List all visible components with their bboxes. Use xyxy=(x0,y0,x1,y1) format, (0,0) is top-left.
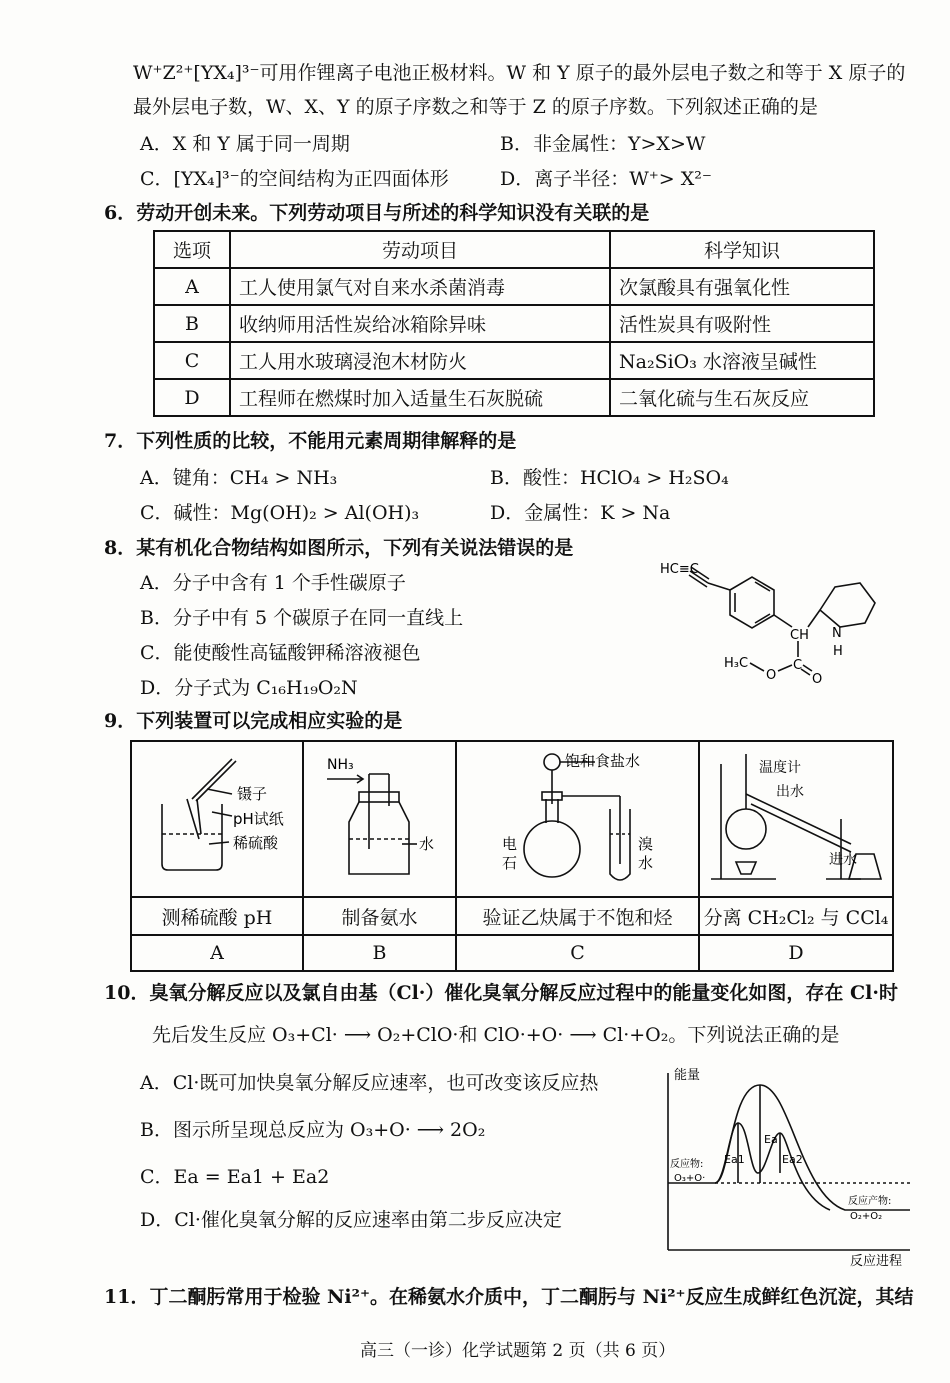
beaker-apparatus xyxy=(137,744,297,889)
option-c: C xyxy=(456,935,699,971)
label-calcium-carbide-2: 石 xyxy=(502,854,518,872)
q9-option-row xyxy=(131,935,893,971)
option-a: A xyxy=(131,935,303,971)
row-labor: 工程师在燃煤时加入适量生石灰脱硫 xyxy=(230,379,610,416)
struct-n: N xyxy=(832,626,842,641)
q5-option-d: D．离子半径：W⁺> X²⁻ xyxy=(500,168,712,190)
q9-table xyxy=(130,740,894,972)
q9-apparatus-row xyxy=(131,741,893,897)
graph-product-label: 反应产物: xyxy=(848,1196,892,1207)
q8-stem: 8．某有机化合物结构如图所示，下列有关说法错误的是 xyxy=(104,537,574,559)
q5-option-c: C．[YX₄]³⁻的空间结构为正四面体形 xyxy=(140,168,449,190)
struct-h: H xyxy=(833,644,843,659)
row-labor: 工人使用氯气对自来水杀菌消毒 xyxy=(230,268,610,305)
struct-o1: O xyxy=(766,668,777,683)
apparatus-b-cell xyxy=(303,741,456,897)
label-nh3: NH₃ xyxy=(327,757,354,773)
caption-d: 分离 CH₂Cl₂ 与 CCl₄ xyxy=(699,897,893,935)
graph-ylabel: 能量 xyxy=(674,1068,701,1083)
table-row xyxy=(154,342,874,379)
table-row xyxy=(154,379,874,416)
row-knowledge: 次氯酸具有强氧化性 xyxy=(610,268,874,305)
q5-option-b: B．非金属性：Y>X>W xyxy=(500,133,706,155)
acetylene-apparatus xyxy=(460,744,695,889)
q10-option-b: B．图示所呈现总反应为 O₃+O· ⟶ 2O₂ xyxy=(140,1119,486,1141)
caption-b: 制备氨水 xyxy=(303,897,456,935)
apparatus-a-cell xyxy=(131,741,303,897)
q10-stem-line2: 先后发生反应 O₃+Cl· ⟶ O₂+ClO·和 ClO·+O· ⟶ Cl·+O₂。下列说法正确的是 xyxy=(152,1024,840,1046)
q7-option-a: A．键角：CH₄ > NH₃ xyxy=(140,467,338,489)
row-option: C xyxy=(154,342,230,379)
label-thermometer: 温度计 xyxy=(759,760,801,776)
q9-stem: 9．下列装置可以完成相应实验的是 xyxy=(104,710,403,732)
label-tweezers: 镊子 xyxy=(237,785,268,803)
header-option: 选项 xyxy=(154,231,230,268)
row-knowledge: Na₂SiO₃ 水溶液呈碱性 xyxy=(610,342,874,379)
q10-option-a: A．Cl·既可加快臭氧分解反应速率，也可改变该反应热 xyxy=(140,1072,599,1094)
q7-stem: 7．下列性质的比较，不能用元素周期律解释的是 xyxy=(104,430,517,452)
table-row xyxy=(154,268,874,305)
header-knowledge: 科学知识 xyxy=(610,231,874,268)
row-option: A xyxy=(154,268,230,305)
q9-caption-row xyxy=(131,897,893,935)
label-bromine-2: 水 xyxy=(638,854,654,872)
q10-stem-line1: 10．臭氧分解反应以及氯自由基（Cl·）催化臭氧分解反应过程中的能量变化如图，存在 Cl·时 xyxy=(104,982,898,1004)
header-labor: 劳动项目 xyxy=(230,231,610,268)
q10-option-c: C．Ea = Ea1 + Ea2 xyxy=(140,1166,330,1188)
struct-c: C xyxy=(793,658,803,673)
label-ph-paper: pH试纸 xyxy=(233,810,284,828)
table-row xyxy=(154,305,874,342)
q8-option-a: A．分子中含有 1 个手性碳原子 xyxy=(140,572,406,594)
struct-ch: CH xyxy=(790,628,809,643)
caption-c: 验证乙炔属于不饱和烃 xyxy=(456,897,699,935)
caption-a: 测稀硫酸 pH xyxy=(131,897,303,935)
graph-ea1: Ea1 xyxy=(724,1153,745,1166)
row-option: B xyxy=(154,305,230,342)
struct-hcc: HC≡C xyxy=(660,562,699,577)
option-b: B xyxy=(303,935,456,971)
q7-option-c: C．碱性：Mg(OH)₂ > Al(OH)₃ xyxy=(140,502,420,524)
gas-bottle-apparatus xyxy=(307,744,452,889)
graph-product-formula: O₂+O₂ xyxy=(850,1211,883,1222)
q5-stem-line2: 最外层电子数，W、X、Y 的原子序数之和等于 Z 的原子序数。下列叙述正确的是 xyxy=(133,96,818,118)
q11-stem-line1: 11．丁二酮肟常用于检验 Ni²⁺。在稀氨水介质中，丁二酮肟与 Ni²⁺反应生成鲜红色沉淀，其结 xyxy=(104,1286,914,1308)
label-brine: 饱和食盐水 xyxy=(565,752,641,770)
label-water: 水 xyxy=(419,835,435,853)
option-d: D xyxy=(699,935,893,971)
label-bromine-1: 溴 xyxy=(638,835,654,853)
q10-option-d: D．Cl·催化臭氧分解的反应速率由第二步反应决定 xyxy=(140,1209,562,1231)
row-labor: 收纳师用活性炭给冰箱除异味 xyxy=(230,305,610,342)
graph-xlabel: 反应进程 xyxy=(850,1254,903,1269)
q5-option-a: A．X 和 Y 属于同一周期 xyxy=(140,133,350,155)
struct-h3c: H₃C xyxy=(724,656,749,671)
graph-reactant-formula: O₃+O· xyxy=(674,1173,706,1184)
graph-ea: Ea xyxy=(764,1133,778,1146)
apparatus-c-cell xyxy=(456,741,699,897)
row-knowledge: 二氧化硫与生石灰反应 xyxy=(610,379,874,416)
row-option: D xyxy=(154,379,230,416)
q8-option-b: B．分子中有 5 个碳原子在同一直线上 xyxy=(140,607,464,629)
q6-table xyxy=(153,230,875,417)
page-footer: 高三（一诊）化学试题第 2 页（共 6 页） xyxy=(360,1341,676,1361)
q7-option-d: D．金属性：K > Na xyxy=(490,502,671,524)
graph-reactant-label: 反应物: xyxy=(670,1159,704,1170)
q8-option-d: D．分子式为 C₁₆H₁₉O₂N xyxy=(140,677,358,699)
q5-stem-line1: W⁺Z²⁺[YX₄]³⁻可用作锂离子电池正极材料。W 和 Y 原子的最外层电子数之和等于 X 原子的 xyxy=(133,62,906,84)
q8-structure-diagram xyxy=(660,555,910,685)
graph-ea2: Ea2 xyxy=(782,1153,803,1166)
struct-o2: O xyxy=(812,672,823,685)
label-calcium-carbide-1: 电 xyxy=(502,835,518,853)
distillation-apparatus xyxy=(701,744,891,889)
q7-option-b: B．酸性：HClO₄ > H₂SO₄ xyxy=(490,467,729,489)
table-header-row xyxy=(154,231,874,268)
q6-stem: 6．劳动开创未来。下列劳动项目与所述的科学知识没有关联的是 xyxy=(104,202,650,224)
label-water-in: 进水 xyxy=(829,852,857,868)
energy-diagram xyxy=(660,1065,920,1270)
row-knowledge: 活性炭具有吸附性 xyxy=(610,305,874,342)
apparatus-d-cell xyxy=(699,741,893,897)
label-water-out: 出水 xyxy=(776,784,804,800)
label-dilute-sulfuric: 稀硫酸 xyxy=(233,834,279,852)
q8-option-c: C．能使酸性高锰酸钾稀溶液褪色 xyxy=(140,642,421,664)
row-labor: 工人用水玻璃浸泡木材防火 xyxy=(230,342,610,379)
